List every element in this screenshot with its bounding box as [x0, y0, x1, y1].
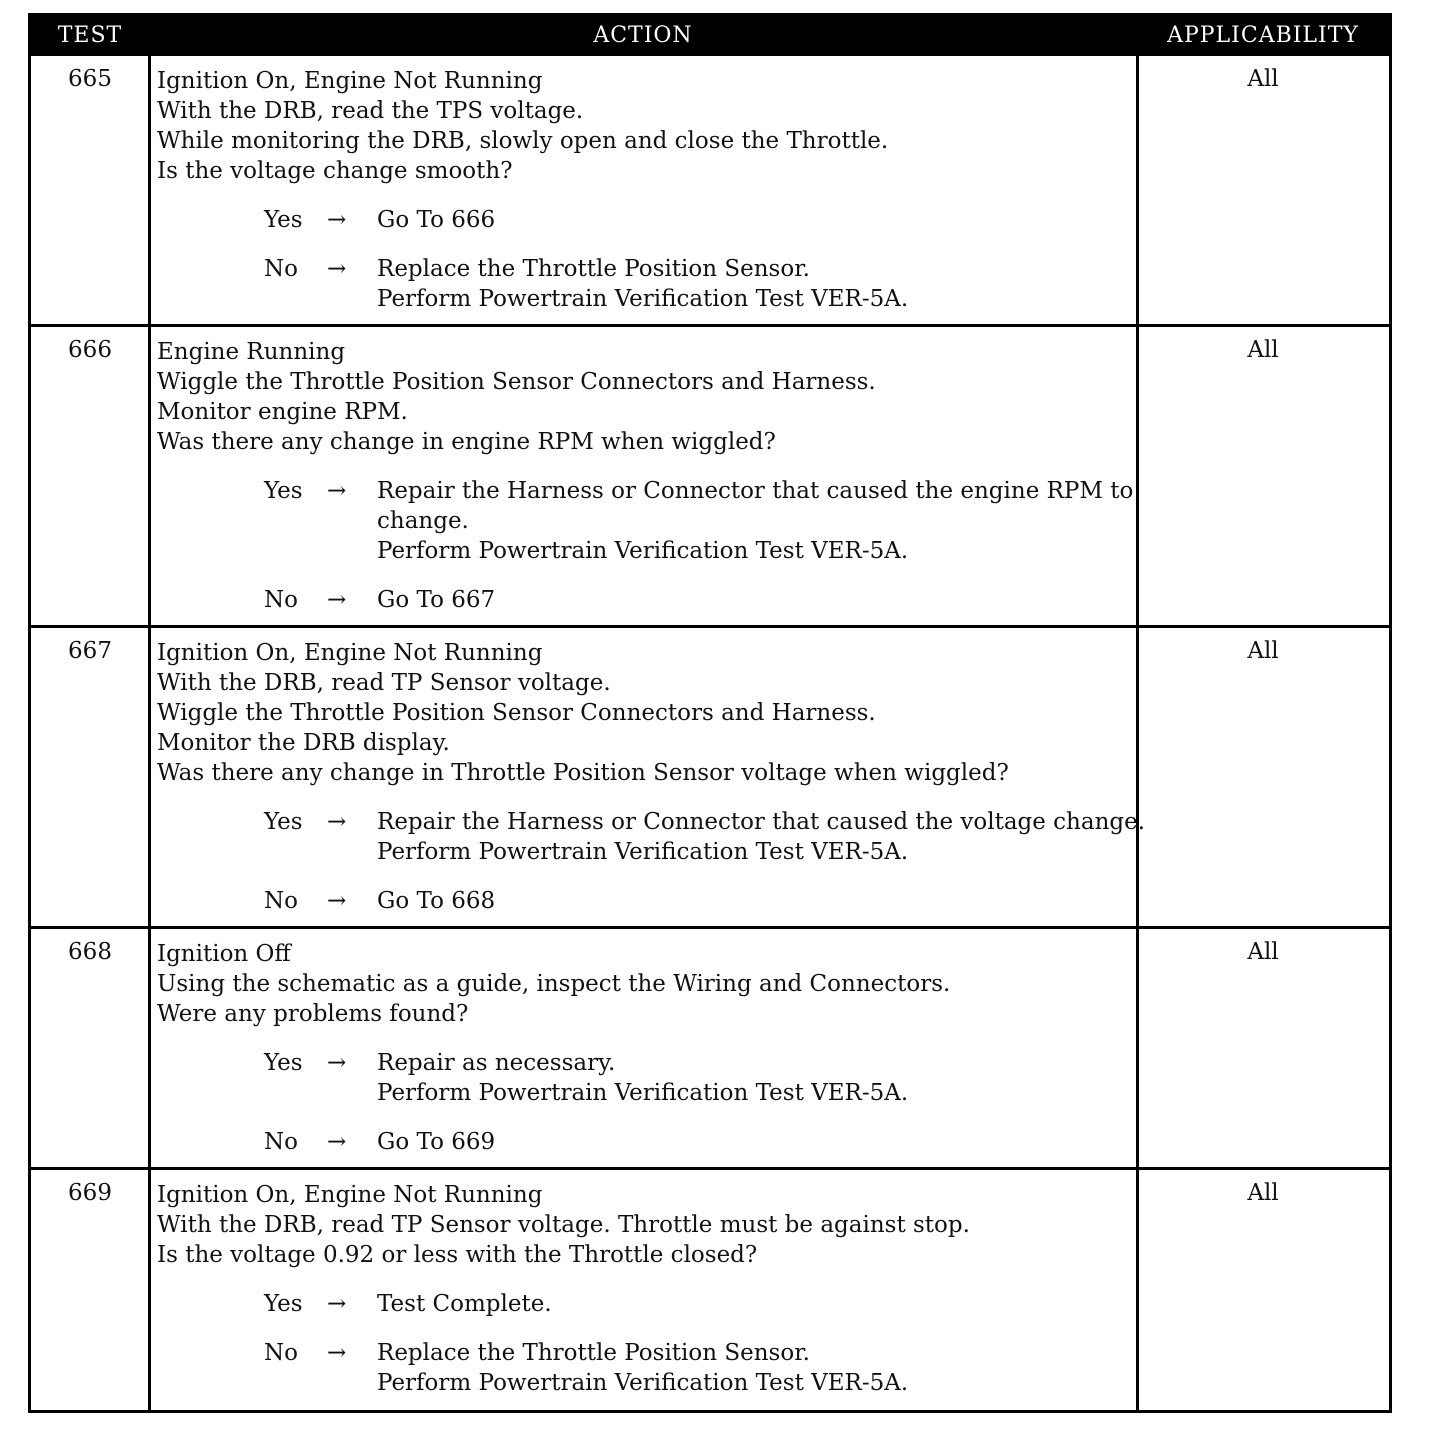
arrow-icon: →: [327, 1340, 347, 1366]
yes-result: Repair the Harness or Connector that caused the voltage change.: [377, 809, 1146, 835]
header-applicability: APPLICABILITY: [1167, 23, 1359, 48]
yes-option: [157, 476, 1132, 566]
table-row: [31, 324, 1389, 626]
test-number: 668: [68, 939, 112, 965]
no-option: [157, 1338, 1132, 1398]
no-option: [157, 1127, 1132, 1157]
action-line: Were any problems found?: [157, 1001, 469, 1027]
yes-result: Repair as necessary.: [377, 1050, 616, 1076]
action-line: Ignition On, Engine Not Running: [157, 68, 543, 94]
no-result: Go To 667: [377, 587, 496, 613]
action-cell: [157, 337, 1132, 615]
no-label: No: [264, 1129, 298, 1155]
yes-option: [157, 205, 1132, 235]
action-line: Ignition Off: [157, 941, 291, 967]
action-line: Monitor the DRB display.: [157, 730, 450, 756]
no-option: [157, 254, 1132, 314]
yes-result: change.: [377, 508, 469, 534]
yes-option: [157, 1048, 1132, 1108]
yes-result: Perform Powertrain Verification Test VER-5A.: [377, 839, 909, 865]
no-label: No: [264, 888, 298, 914]
action-line: Wiggle the Throttle Position Sensor Connectors and Harness.: [157, 369, 876, 395]
no-result: Replace the Throttle Position Sensor.: [377, 256, 810, 282]
no-label: No: [264, 587, 298, 613]
action-line: With the DRB, read the TPS voltage.: [157, 98, 584, 124]
arrow-icon: →: [327, 1050, 347, 1076]
yes-label: Yes: [264, 809, 303, 835]
action-line: Is the voltage 0.92 or less with the Throttle closed?: [157, 1242, 758, 1268]
action-cell: [157, 66, 1132, 314]
test-number: 666: [68, 337, 112, 363]
no-result: Go To 669: [377, 1129, 496, 1155]
diagnostic-test-table: [28, 13, 1392, 1413]
no-result: Perform Powertrain Verification Test VER-5A.: [377, 286, 909, 312]
test-number: 669: [68, 1180, 112, 1206]
yes-result: Repair the Harness or Connector that caused the engine RPM to: [377, 478, 1134, 504]
yes-result: Perform Powertrain Verification Test VER-5A.: [377, 1080, 909, 1106]
applicability-cell: All: [1247, 66, 1279, 92]
action-line: Was there any change in Throttle Position Sensor voltage when wiggled?: [157, 760, 1009, 786]
action-line: Monitor engine RPM.: [157, 399, 408, 425]
test-number: 665: [68, 66, 112, 92]
action-line: With the DRB, read TP Sensor voltage.: [157, 670, 611, 696]
arrow-icon: →: [327, 888, 347, 914]
table-header: [31, 16, 1389, 56]
action-cell: [157, 1180, 1132, 1398]
arrow-icon: →: [327, 1291, 347, 1317]
action-line: Was there any change in engine RPM when wiggled?: [157, 429, 776, 455]
yes-label: Yes: [264, 1050, 303, 1076]
header-action: ACTION: [593, 23, 693, 48]
no-result: Go To 668: [377, 888, 496, 914]
no-option: [157, 886, 1132, 916]
test-number: 667: [68, 638, 112, 664]
arrow-icon: →: [327, 256, 347, 282]
no-label: No: [264, 256, 298, 282]
arrow-icon: →: [327, 809, 347, 835]
arrow-icon: →: [327, 1129, 347, 1155]
no-result: Replace the Throttle Position Sensor.: [377, 1340, 810, 1366]
action-line: Engine Running: [157, 339, 346, 365]
table-row: [31, 56, 1389, 327]
yes-result: Go To 666: [377, 207, 496, 233]
applicability-cell: All: [1247, 337, 1279, 363]
yes-label: Yes: [264, 207, 303, 233]
action-cell: [157, 638, 1146, 916]
applicability-cell: All: [1247, 1180, 1279, 1206]
arrow-icon: →: [327, 478, 347, 504]
arrow-icon: →: [327, 207, 347, 233]
action-line: While monitoring the DRB, slowly open and close the Throttle.: [157, 128, 889, 154]
yes-result: Perform Powertrain Verification Test VER-5A.: [377, 538, 909, 564]
yes-option: [157, 807, 1146, 867]
applicability-cell: All: [1247, 638, 1279, 664]
no-result: Perform Powertrain Verification Test VER-5A.: [377, 1370, 909, 1396]
yes-label: Yes: [264, 1291, 303, 1317]
action-line: Wiggle the Throttle Position Sensor Connectors and Harness.: [157, 700, 876, 726]
action-cell: [157, 939, 1132, 1157]
header-test: TEST: [57, 23, 123, 48]
arrow-icon: →: [327, 587, 347, 613]
action-line: Is the voltage change smooth?: [157, 158, 513, 184]
no-label: No: [264, 1340, 298, 1366]
action-line: Ignition On, Engine Not Running: [157, 640, 543, 666]
table-row: [31, 926, 1389, 1168]
no-option: [157, 585, 1132, 615]
applicability-cell: All: [1247, 939, 1279, 965]
yes-label: Yes: [264, 478, 303, 504]
yes-result: Test Complete.: [377, 1291, 552, 1317]
table-row: [31, 1167, 1389, 1410]
table-row: [31, 625, 1389, 927]
action-line: Ignition On, Engine Not Running: [157, 1182, 543, 1208]
action-line: With the DRB, read TP Sensor voltage. Throttle must be against stop.: [157, 1212, 970, 1238]
yes-option: [157, 1289, 1132, 1319]
action-line: Using the schematic as a guide, inspect the Wiring and Connectors.: [157, 971, 951, 997]
